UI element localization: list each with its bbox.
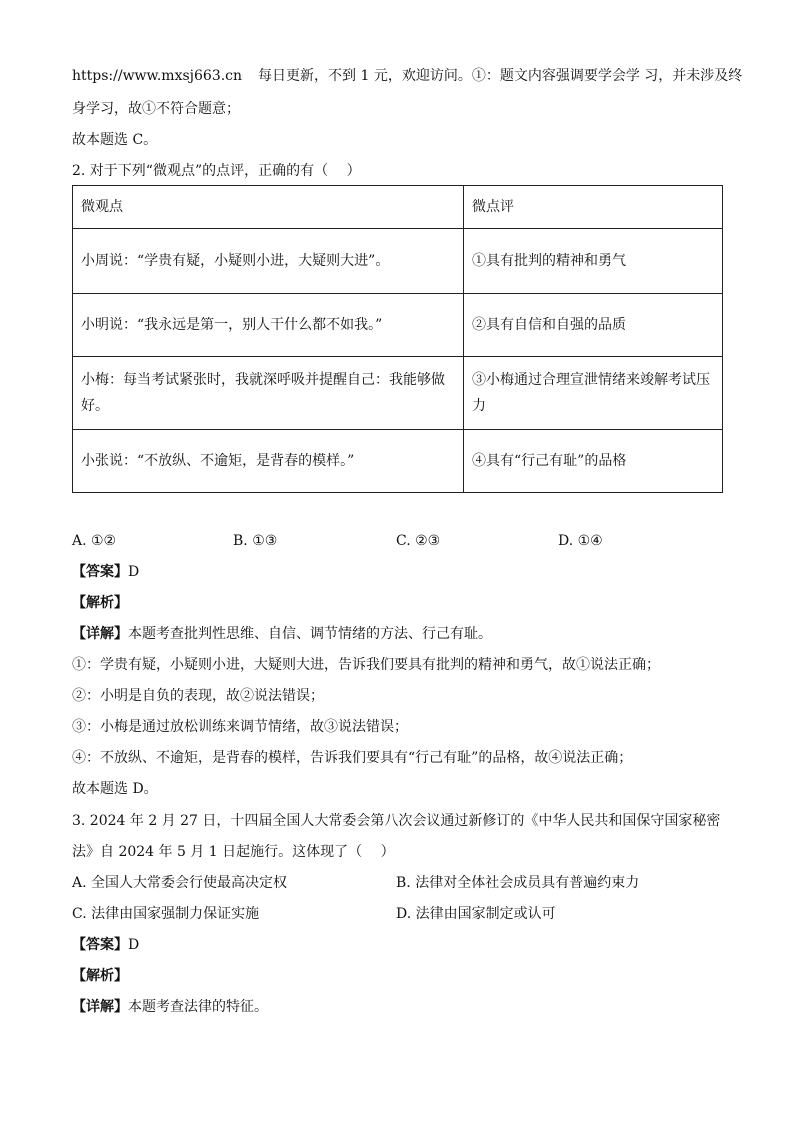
q2-conclusion: 故本题选 D。 [72, 781, 158, 797]
table-cell-view: 小张说：“不放纵、不逾矩，是背春的模样。” [73, 430, 464, 493]
q3-detail [72, 997, 268, 1017]
table-row [73, 357, 723, 430]
site-url: https://www.mxsj663.cn [72, 68, 243, 84]
q3-option-d: D. 法律由国家制定或认可 [396, 906, 556, 922]
q3-option-b: B. 法律对全体社会成员具有普遍约束力 [396, 875, 640, 891]
q2-point-4: ④：不放纵、不逾矩，是背春的模样，告诉我们要具有“行己有耻”的品格，故④说法正确； [72, 750, 633, 766]
table-header-view: 微观点 [73, 186, 464, 229]
q2-stem: 2. 对于下列“微观点”的点评，正确的有（ ） [72, 163, 361, 179]
q2-option-a: A. ①② [72, 533, 117, 549]
q3-stem-line-1: 3. 2024 年 2 月 27 日，十四届全国人大常委会第八次会议通过新修订的《中华人民共和国保守国家秘密 [72, 813, 721, 829]
q2-detail [72, 624, 492, 644]
header-line-2: 身学习，故①不符合题意； [72, 101, 240, 117]
q2-option-c: C. ②③ [396, 533, 441, 549]
answer-label: 【答案】 [72, 937, 128, 953]
q3-stem-line-2: 法》自 2024 年 5 月 1 日起施行。这体现了（ ） [72, 844, 395, 860]
header-line-1 [72, 66, 742, 86]
table-header-comment: 微点评 [464, 186, 723, 229]
q1-conclusion: 故本题选 C。 [72, 132, 158, 148]
q2-table [72, 185, 723, 493]
table-row [73, 229, 723, 294]
table-cell-comment: ③小梅通过合理宣泄情绪来竣解考试压力 [464, 357, 723, 430]
detail-text: 本题考查法律的特征。 [128, 999, 268, 1015]
q2-option-b: B. ①③ [233, 533, 278, 549]
table-cell-comment: ④具有“行己有耻”的品格 [464, 430, 723, 493]
table-cell-view: 小周说：“学贵有疑，小疑则小进，大疑则大进”。 [73, 229, 464, 294]
detail-label: 【详解】 [72, 999, 128, 1015]
answer-value: D [128, 937, 140, 953]
table-cell-comment: ②具有自信和自强的品质 [464, 294, 723, 357]
answer-label: 【答案】 [72, 564, 128, 580]
table-row [73, 430, 723, 493]
q2-analysis-label: 【解析】 [72, 595, 128, 611]
site-notice: 每日更新，不到 1 元，欢迎访问。①：题文内容强调要学会学 习，并未涉及终 [258, 68, 743, 84]
q2-option-d: D. ①④ [558, 533, 603, 549]
table-cell-comment: ①具有批判的精神和勇气 [464, 229, 723, 294]
q3-option-a: A. 全国人大常委会行使最高决定权 [72, 875, 288, 891]
table-cell-view: 小梅：每当考试紧张时，我就深呼吸并提醒自己：我能够做好。 [73, 357, 464, 430]
detail-text: 本题考查批判性思维、自信、调节情绪的方法、行己有耻。 [128, 626, 492, 642]
q2-answer [72, 562, 139, 582]
table-header-row [73, 186, 723, 229]
q2-point-2: ②：小明是自负的表现，故②说法错误； [72, 688, 324, 704]
table-row [73, 294, 723, 357]
table-cell-view: 小明说：“我永远是第一，别人干什么都不如我。” [73, 294, 464, 357]
q2-point-1: ①：学贵有疑，小疑则小进，大疑则大进，告诉我们要具有批判的精神和勇气，故①说法正确； [72, 657, 660, 673]
q3-answer [72, 935, 139, 955]
q3-option-c: C. 法律由国家强制力保证实施 [72, 906, 260, 922]
detail-label: 【详解】 [72, 626, 128, 642]
answer-value: D [128, 564, 140, 580]
q2-point-3: ③：小梅是通过放松训练来调节情绪，故③说法错误； [72, 719, 408, 735]
q3-analysis-label: 【解析】 [72, 968, 128, 984]
